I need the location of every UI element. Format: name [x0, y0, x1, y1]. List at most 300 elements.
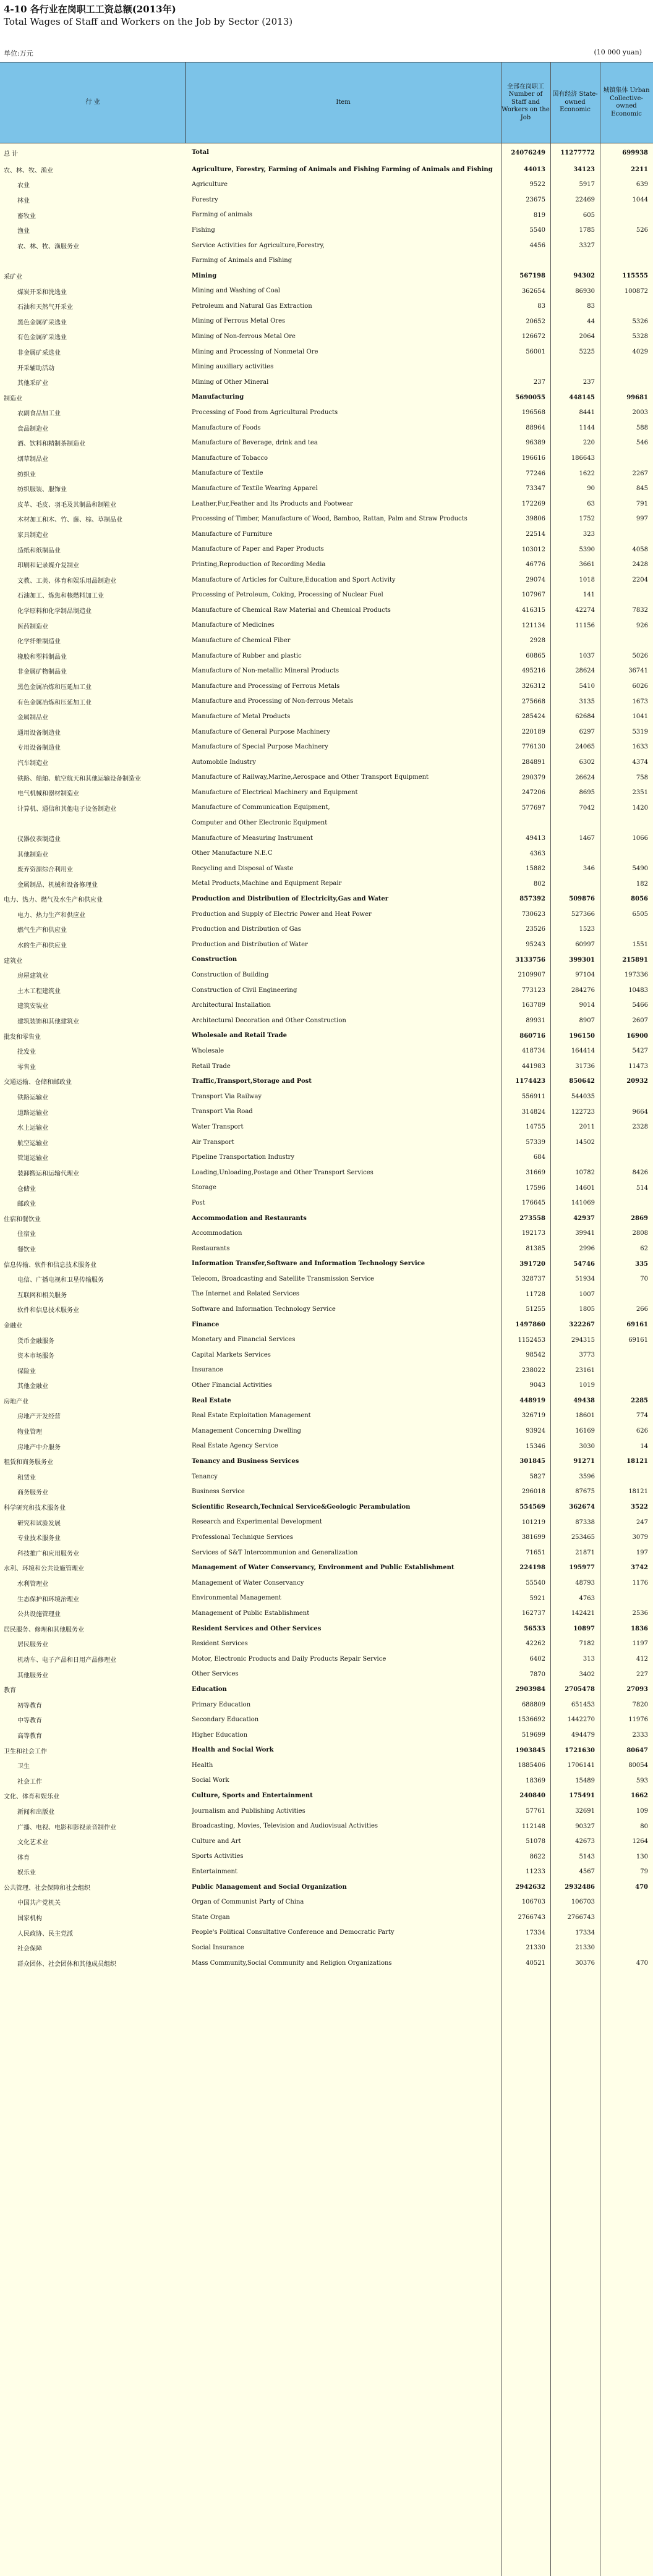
- value-all-staff: 56001: [526, 348, 545, 355]
- sector-name-en: Air Transport: [192, 1138, 234, 1146]
- sector-name-en: Research and Experimental Development: [192, 1519, 322, 1526]
- value-state-owned: 32691: [575, 1807, 595, 1815]
- value-state-owned: 3596: [579, 1473, 595, 1480]
- sector-name-en: Organ of Communist Party of China: [192, 1899, 304, 1906]
- value-state-owned: 5143: [579, 1853, 595, 1860]
- sector-name-cn: 化学纤维制造业: [17, 638, 61, 646]
- sector-name-cn: 管道运输业: [17, 1155, 48, 1163]
- value-state-owned: 86930: [575, 287, 595, 295]
- value-state-owned: 362674: [569, 1504, 595, 1511]
- table-title-en: Total Wages of Staff and Workers on the Job by Sector (2013): [4, 16, 293, 27]
- sector-name-en: Mining of Other Mineral: [192, 378, 269, 386]
- sector-name-en: Management of Water Conservancy: [192, 1579, 304, 1587]
- table-row: [0, 1485, 653, 1500]
- value-collective: 3742: [631, 1564, 648, 1572]
- value-all-staff: 23675: [526, 196, 545, 203]
- sector-name-cn: 机动车、电子产品和日用产品修理业: [17, 1656, 116, 1664]
- value-state-owned: 63: [587, 500, 595, 507]
- value-state-owned: 448145: [569, 394, 595, 401]
- sector-name-cn: 水利管理业: [17, 1581, 48, 1588]
- value-all-staff: 3133756: [515, 956, 545, 964]
- table-row-section: [0, 1028, 653, 1044]
- value-state-owned: 195977: [569, 1564, 595, 1572]
- value-all-staff: 418734: [521, 1048, 545, 1055]
- sector-name-cn: 渔业: [17, 228, 30, 235]
- sector-name-cn: 其他制造业: [17, 851, 48, 858]
- table-row-section: [0, 1454, 653, 1469]
- value-all-staff: 381699: [521, 1534, 545, 1541]
- value-collective: 215891: [622, 956, 648, 964]
- value-all-staff: 273558: [519, 1214, 545, 1222]
- value-collective: [600, 588, 648, 603]
- sector-name-cn: 社会保障: [17, 1946, 42, 1953]
- sector-name-en: Manufacturing: [192, 394, 244, 401]
- sector-name-cn: 铁路、船舶、航空航天和其他运输设备制造业: [17, 775, 141, 782]
- table-row: [0, 1332, 653, 1348]
- value-collective: 27093: [626, 1686, 648, 1693]
- value-state-owned: 605: [583, 211, 595, 219]
- value-state-owned: 1805: [579, 1306, 595, 1313]
- value-all-staff: 31669: [526, 1169, 545, 1176]
- table-row: [0, 253, 653, 269]
- value-state-owned: 850642: [569, 1078, 595, 1085]
- value-collective: 18121: [628, 1488, 648, 1496]
- table-row: [0, 1363, 653, 1378]
- sector-name-cn: [4, 253, 199, 269]
- value-all-staff: 290379: [521, 774, 545, 781]
- table-row: [0, 1195, 653, 1211]
- table-row: [0, 344, 653, 360]
- sector-name-cn: 燃气生产和供应业: [17, 927, 67, 934]
- sector-name-en: Production and Supply of Electric Power and Heat Power: [192, 910, 372, 918]
- table-row: [0, 1180, 653, 1196]
- table-row: [0, 1165, 653, 1180]
- value-all-staff: 96389: [526, 439, 545, 447]
- sector-name-cn: 开采辅助活动: [17, 365, 54, 372]
- sector-name-cn: 人民政协、民主党派: [17, 1930, 73, 1938]
- sector-name-en: Water Transport: [192, 1123, 244, 1130]
- value-state-owned: 90327: [575, 1823, 595, 1830]
- value-all-staff: 577697: [521, 804, 545, 811]
- value-collective: [600, 1895, 648, 1910]
- table-row: [0, 983, 653, 998]
- sector-name-cn: [4, 816, 199, 831]
- value-collective: [600, 816, 648, 831]
- sector-name-en: Information Transfer,Software and Information Technology Service: [192, 1260, 425, 1268]
- table-row-section: [0, 390, 653, 405]
- value-all-staff: 192173: [521, 1230, 545, 1237]
- value-all-staff: 860716: [519, 1032, 545, 1040]
- table-row: [0, 633, 653, 648]
- value-all-staff: 1536692: [518, 1716, 545, 1724]
- value-all-staff: 8622: [529, 1853, 545, 1860]
- table-row: [0, 436, 653, 451]
- table-row: [0, 1287, 653, 1302]
- value-state-owned: 42274: [575, 607, 595, 614]
- sector-name-en: Farming of animals: [192, 211, 252, 219]
- value-state-owned: 1442270: [567, 1716, 595, 1724]
- sector-name-cn: 烟草制品业: [17, 456, 48, 464]
- value-collective: 2351: [632, 789, 648, 797]
- value-all-staff: 112148: [521, 1823, 545, 1830]
- value-all-staff: 20652: [526, 318, 545, 325]
- sector-name-en: Processing of Timber, Manufacture of Wood, Bamboo, Rattan, Palm and Straw Products: [192, 515, 467, 523]
- sector-name-cn: 家具制造业: [17, 532, 48, 540]
- value-collective: 5026: [632, 652, 648, 659]
- table-row: [0, 557, 653, 572]
- sector-name-cn: 建筑业: [4, 957, 22, 965]
- value-collective: 1176: [632, 1580, 648, 1587]
- sector-name-en: Manufacture of Medicines: [192, 622, 275, 629]
- value-collective: 470: [636, 1959, 648, 1967]
- value-state-owned: 3327: [579, 242, 595, 249]
- table-row: [0, 664, 653, 679]
- sector-name-en: Wholesale and Retail Trade: [192, 1032, 287, 1040]
- value-state-owned: 31736: [575, 1062, 595, 1070]
- value-all-staff: 5827: [529, 1473, 545, 1480]
- sector-name-en: Farming of Animals and Fishing: [192, 257, 292, 265]
- sector-name-en: Manufacture of Metal Products: [192, 713, 291, 720]
- table-row: [0, 967, 653, 983]
- sector-name-cn: 有色金属冶炼和压延加工业: [17, 699, 92, 706]
- sector-name-cn: 皮革、毛皮、羽毛及其制品和制鞋业: [17, 501, 116, 509]
- sector-name-en: Petroleum and Natural Gas Extraction: [192, 302, 312, 310]
- table-row: [0, 481, 653, 496]
- sector-name-cn: 商务服务业: [17, 1489, 48, 1497]
- sector-name-cn: 化学原料和化学制品制造业: [17, 608, 92, 616]
- value-all-staff: 554569: [519, 1504, 545, 1511]
- value-state-owned: 6297: [579, 728, 595, 735]
- column-divider: [550, 62, 551, 2576]
- sector-name-en: Accommodation: [192, 1230, 242, 1237]
- sector-name-en: Manufacture of Textile Wearing Apparel: [192, 485, 318, 493]
- table-row: [0, 299, 653, 314]
- sector-name-cn: 道路运输业: [17, 1109, 48, 1117]
- table-row-section: [0, 1682, 653, 1697]
- sector-name-en: Mining of Non-ferrous Metal Ore: [192, 333, 296, 341]
- value-all-staff: 1885406: [518, 1762, 545, 1769]
- sector-name-cn: 建筑装饰和其他建筑业: [17, 1019, 79, 1026]
- sector-name-en: Metal Products,Machine and Equipment Repair: [192, 880, 342, 888]
- value-collective: [600, 922, 648, 938]
- value-state-owned: 2996: [579, 1245, 595, 1252]
- table-row: [0, 208, 653, 223]
- value-all-staff: 284891: [521, 758, 545, 766]
- table-title-cn: 4-10 各行业在岗职工工资总额(2013年): [4, 4, 176, 15]
- value-state-owned: 18601: [575, 1412, 595, 1420]
- value-state-owned: [550, 253, 595, 269]
- sector-name-cn: 金属制品、机械和设备修理业: [17, 881, 98, 889]
- sector-name-en: Agriculture, Forestry, Farming of Animals and Fishing Farming of Animals and Fishing: [192, 166, 493, 173]
- sector-name-cn: 总 计: [4, 150, 19, 158]
- value-collective: 11976: [628, 1716, 648, 1724]
- sector-name-en: Manufacture of Special Purpose Machinery: [192, 744, 328, 751]
- sector-name-cn: 批发业: [17, 1049, 36, 1056]
- value-state-owned: 16169: [575, 1428, 595, 1435]
- table-row: [0, 1591, 653, 1606]
- table-row: [0, 1469, 653, 1485]
- sector-name-en: Manufacture of Chemical Fiber: [192, 637, 291, 644]
- sector-name-en: Total: [192, 149, 209, 156]
- value-all-staff: 2928: [529, 637, 545, 645]
- value-all-staff: 238022: [521, 1366, 545, 1374]
- value-collective: [600, 1469, 648, 1485]
- sector-name-cn: 物业管理: [17, 1429, 42, 1436]
- sector-name-en: Business Service: [192, 1488, 245, 1496]
- sector-name-en: Software and Information Technology Service: [192, 1306, 336, 1313]
- sector-name-cn: 航空运输业: [17, 1140, 48, 1147]
- table-row: [0, 846, 653, 862]
- value-state-owned: 1018: [579, 576, 595, 583]
- value-all-staff: 5690055: [515, 394, 545, 401]
- table-row: [0, 1378, 653, 1394]
- table-row-section: [0, 892, 653, 907]
- table-row: [0, 1135, 653, 1150]
- sector-name-cn: 废弃资源综合利用业: [17, 866, 73, 874]
- value-collective: 3522: [631, 1504, 648, 1511]
- sector-name-en: Mining auxiliary activities: [192, 363, 274, 371]
- table-row: [0, 192, 653, 208]
- value-state-owned: 175491: [569, 1792, 595, 1800]
- value-all-staff: 21330: [526, 1944, 545, 1952]
- value-all-staff: 88964: [526, 424, 545, 431]
- wage-table: [0, 62, 653, 1971]
- value-collective: 2003: [632, 409, 648, 417]
- sector-name-en: Fishing: [192, 226, 215, 234]
- sector-name-en: Manufacture of Textile: [192, 470, 263, 477]
- value-all-staff: 11728: [526, 1290, 545, 1298]
- value-all-staff: 126672: [521, 333, 545, 341]
- value-all-staff: 2942632: [515, 1883, 545, 1891]
- sector-name-en: Environmental Management: [192, 1595, 281, 1602]
- value-all-staff: 73347: [526, 485, 545, 493]
- value-state-owned: 544035: [571, 1093, 595, 1101]
- table-row: [0, 1606, 653, 1621]
- value-state-owned: 54746: [573, 1260, 595, 1268]
- sector-name-en: Agriculture: [192, 181, 228, 189]
- value-all-staff: 42262: [526, 1640, 545, 1648]
- value-collective: 109: [636, 1807, 648, 1815]
- value-state-owned: 21871: [575, 1549, 595, 1556]
- sector-name-en: Manufacture of Furniture: [192, 530, 273, 538]
- value-all-staff: 224198: [519, 1564, 545, 1572]
- value-collective: 130: [636, 1853, 648, 1860]
- value-state-owned: 1037: [579, 652, 595, 659]
- value-all-staff: 57339: [526, 1138, 545, 1146]
- value-state-owned: 42937: [573, 1214, 595, 1222]
- value-collective: [600, 846, 648, 862]
- sector-name-en: Manufacture of Articles for Culture,Education and Sport Activity: [192, 576, 396, 583]
- value-all-staff: 83: [537, 303, 545, 310]
- table-row: [0, 1834, 653, 1849]
- value-state-owned: 8441: [579, 409, 595, 417]
- value-collective: [600, 1150, 648, 1166]
- value-state-owned: 186643: [571, 455, 595, 462]
- value-all-staff: 15882: [526, 865, 545, 873]
- value-all-staff: 2109907: [518, 972, 545, 979]
- column-header-all-staff: 全部在岗职工 Number of Staff and Workers on the Job: [501, 62, 551, 143]
- table-row: [0, 1119, 653, 1135]
- value-state-owned: 509876: [569, 896, 595, 903]
- value-state-owned: 8695: [579, 789, 595, 797]
- sector-name-cn: 木材加工和木、竹、藤、棕、草制品业: [17, 517, 122, 524]
- value-collective: 197336: [624, 972, 648, 979]
- value-collective: [600, 633, 648, 648]
- value-state-owned: 14601: [575, 1184, 595, 1192]
- sector-name-cn: 卫生和社会工作: [4, 1748, 47, 1755]
- value-state-owned: 164414: [571, 1048, 595, 1055]
- value-all-staff: 107967: [521, 591, 545, 599]
- sector-name-en: Secondary Education: [192, 1716, 259, 1724]
- table-row: [0, 1089, 653, 1104]
- sector-name-en: Social Insurance: [192, 1944, 244, 1952]
- value-collective: 11473: [628, 1062, 648, 1070]
- value-collective: 5490: [632, 865, 648, 873]
- value-state-owned: 284276: [571, 986, 595, 994]
- sector-name-cn: 林业: [17, 197, 30, 205]
- value-collective: 758: [636, 774, 648, 781]
- value-collective: 2536: [632, 1610, 648, 1617]
- value-collective: 926: [636, 622, 648, 629]
- sector-name-cn: 石油加工、炼焦和核燃料加工业: [17, 593, 104, 600]
- sector-name-cn: 社会工作: [17, 1778, 42, 1786]
- sector-name-cn: 印刷和记录媒介复制业: [17, 562, 79, 570]
- sector-name-cn: 房屋建筑业: [17, 973, 48, 980]
- value-all-staff: 448919: [519, 1397, 545, 1404]
- sector-name-en: Health and Social Work: [192, 1747, 274, 1754]
- value-collective: [600, 1378, 648, 1394]
- value-collective: 593: [636, 1777, 648, 1784]
- sector-name-en: Automobile Industry: [192, 758, 256, 766]
- sector-name-cn: 交通运输、仓储和邮政业: [4, 1079, 72, 1087]
- value-state-owned: 3030: [579, 1443, 595, 1450]
- value-all-staff: 237: [533, 379, 545, 386]
- table-row: [0, 1925, 653, 1941]
- sector-name-en: Manufacture of Foods: [192, 424, 261, 431]
- value-state-owned: 2932486: [565, 1883, 595, 1891]
- table-row: [0, 314, 653, 329]
- sector-name-cn: 纺织服装、服饰业: [17, 486, 67, 494]
- value-state-owned: 1706141: [567, 1762, 595, 1769]
- sector-name-cn: 农、林、牧、渔服务业: [17, 243, 79, 250]
- value-state-owned: 51934: [575, 1276, 595, 1283]
- sector-name-cn: 酒、饮料和精制茶制造业: [17, 441, 85, 448]
- value-state-owned: [550, 816, 595, 831]
- sector-name-cn: 有色金属矿采选业: [17, 334, 67, 342]
- value-state-owned: 90: [587, 485, 595, 493]
- value-all-staff: 802: [533, 880, 545, 888]
- table-row: [0, 1895, 653, 1910]
- value-state-owned: 142421: [571, 1610, 595, 1617]
- table-row-section: [0, 162, 653, 177]
- value-collective: 70: [640, 1276, 648, 1283]
- sector-name-cn: 土木工程建筑业: [17, 988, 61, 995]
- value-state-owned: 30376: [575, 1959, 595, 1967]
- value-all-staff: 391720: [519, 1260, 545, 1268]
- sector-name-en: Higher Education: [192, 1731, 248, 1739]
- sector-name-en: Monetary and Financial Services: [192, 1336, 296, 1344]
- value-all-staff: 567198: [519, 272, 545, 279]
- value-state-owned: 494479: [571, 1731, 595, 1739]
- value-collective: 2808: [632, 1230, 648, 1237]
- value-collective: 5328: [632, 333, 648, 341]
- table-row: [0, 1104, 653, 1120]
- sector-name-en: Entertainment: [192, 1868, 237, 1876]
- value-state-owned: 1785: [579, 227, 595, 234]
- sector-name-en: The Internet and Related Services: [192, 1290, 300, 1298]
- sector-name-cn: 装卸搬运和运输代理业: [17, 1170, 79, 1177]
- value-collective: 182: [636, 880, 648, 888]
- sector-name-en: Manufacture of Beverage, drink and tea: [192, 439, 318, 447]
- sector-name-en: Manufacture of Measuring Instrument: [192, 834, 313, 842]
- value-state-owned: 8907: [579, 1017, 595, 1025]
- sector-name-en: Mining of Ferrous Metal Ores: [192, 318, 286, 325]
- value-collective: 4374: [632, 758, 648, 766]
- table-row: [0, 329, 653, 345]
- sector-name-cn: 采矿业: [4, 273, 22, 281]
- table-row: [0, 1575, 653, 1591]
- sector-name-en: Mining and Washing of Coal: [192, 287, 280, 295]
- table-row-section: [0, 1074, 653, 1090]
- sector-name-en: Other Financial Activities: [192, 1382, 272, 1389]
- sector-name-cn: 铁路运输业: [17, 1095, 48, 1102]
- value-collective: 2285: [631, 1397, 648, 1404]
- value-all-staff: 688809: [521, 1701, 545, 1708]
- value-state-owned: 22469: [575, 196, 595, 203]
- column-header-sector-cn: 行 业: [0, 62, 186, 143]
- table-row-section: [0, 1211, 653, 1226]
- value-all-staff: 77246: [526, 470, 545, 477]
- value-all-staff: 819: [533, 211, 545, 219]
- value-collective: [600, 375, 648, 390]
- table-row: [0, 1409, 653, 1424]
- value-state-owned: 313: [583, 1655, 595, 1663]
- value-collective: [600, 1940, 648, 1955]
- value-state-owned: 220: [583, 439, 595, 447]
- value-all-staff: 495216: [521, 667, 545, 675]
- sector-name-cn: 农、林、牧、渔业: [4, 167, 53, 174]
- value-collective: 9664: [632, 1108, 648, 1116]
- value-collective: 335: [635, 1260, 648, 1268]
- value-all-staff: 56533: [524, 1625, 545, 1632]
- value-collective: [600, 238, 648, 253]
- value-state-owned: 527366: [571, 910, 595, 918]
- value-all-staff: 240840: [519, 1792, 545, 1800]
- table-row: [0, 420, 653, 436]
- table-row: [0, 1439, 653, 1454]
- value-all-staff: 71651: [526, 1549, 545, 1556]
- value-collective: 100872: [624, 287, 648, 295]
- value-all-staff: 103012: [521, 546, 545, 553]
- sector-name-cn: 研究和试验发展: [17, 1520, 61, 1527]
- sector-name-cn: 文化艺术业: [17, 1839, 48, 1847]
- value-state-owned: 106703: [571, 1899, 595, 1906]
- sector-name-en: Resident Services: [192, 1640, 248, 1648]
- sector-name-en: Management Concerning Dwelling: [192, 1427, 301, 1434]
- value-state-owned: 6302: [579, 758, 595, 766]
- value-collective: 5466: [632, 1002, 648, 1009]
- value-all-staff: 57761: [526, 1807, 545, 1815]
- value-collective: 8426: [632, 1169, 648, 1176]
- value-all-staff: 196616: [521, 455, 545, 462]
- column-header-row: [0, 62, 653, 143]
- value-collective: 639: [636, 181, 648, 189]
- value-state-owned: 9014: [579, 1002, 595, 1009]
- value-collective: 18121: [626, 1458, 648, 1465]
- value-state-owned: 5410: [579, 682, 595, 690]
- sector-name-en: Loading,Unloading,Postage and Other Transport Services: [192, 1169, 373, 1176]
- sector-name-en: Mass Community,Social Community and Religion Organizations: [192, 1959, 392, 1967]
